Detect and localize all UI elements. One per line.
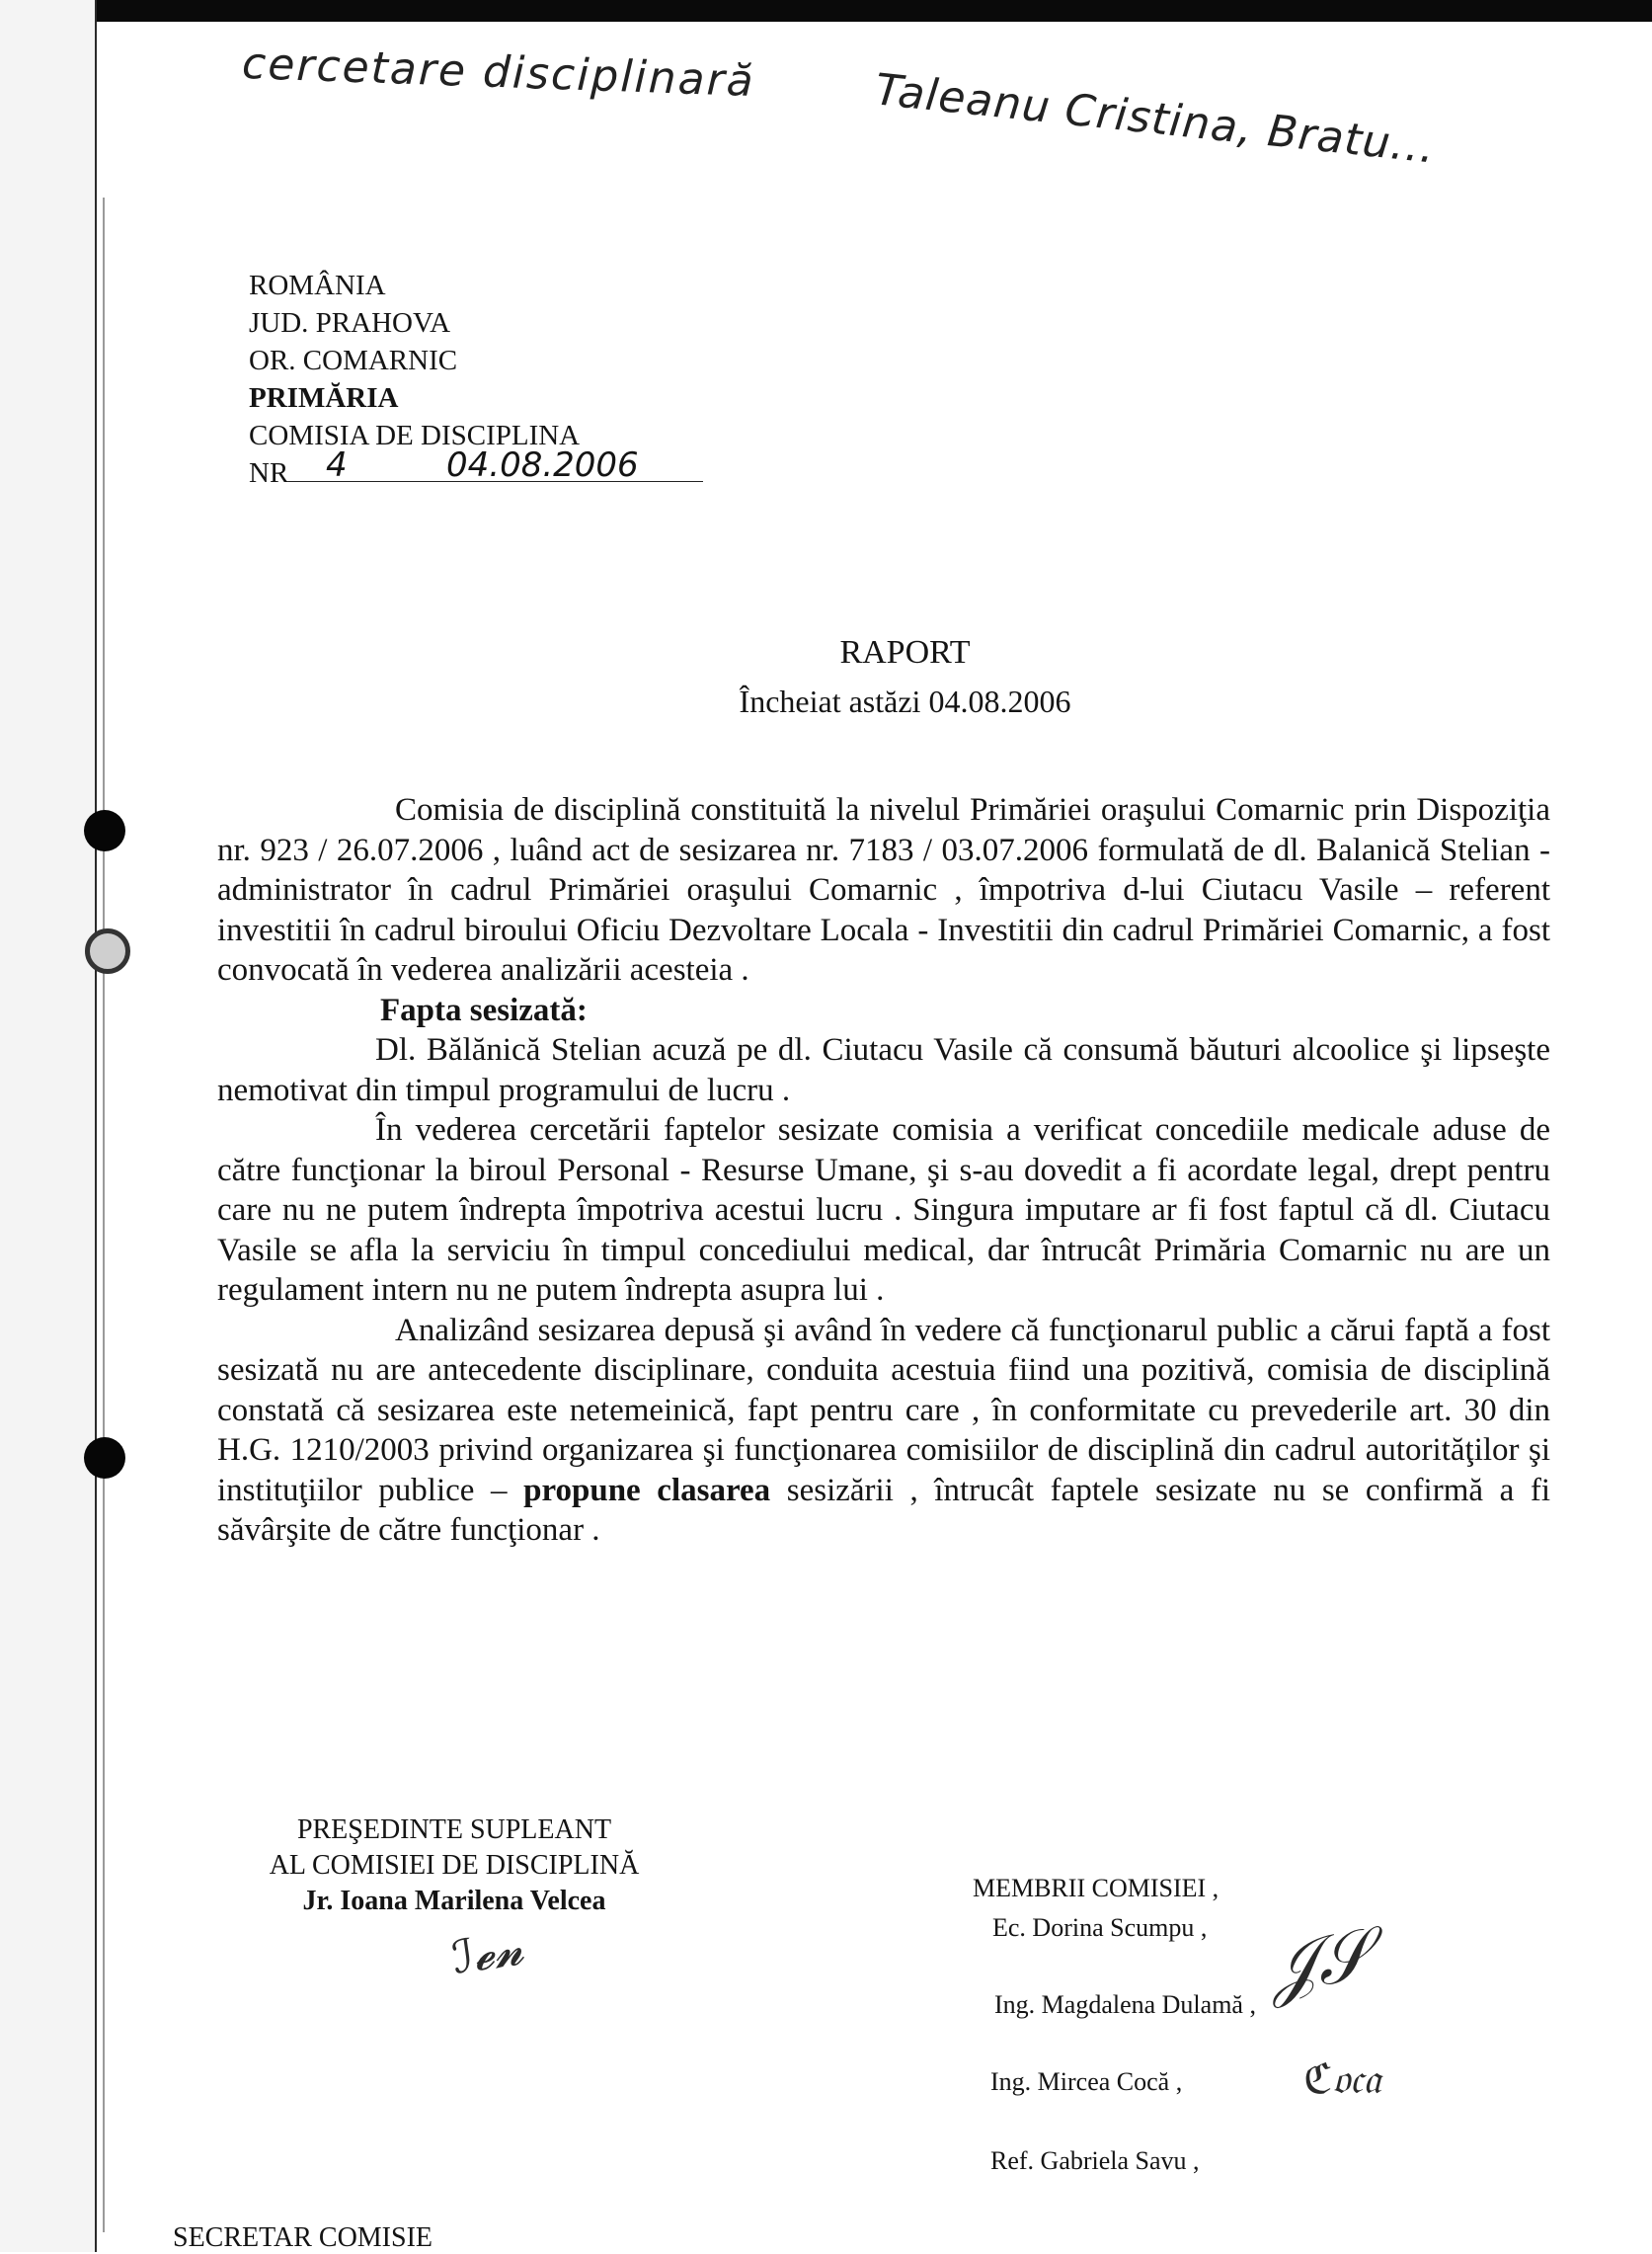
intro-paragraph: Comisia de disciplină constituită la nivelul Primăriei oraşului Comarnic prin Dispoziţia nr. 923 / 26.07.2006 , luând act de sesizarea nr. 7183 / 03.07.2006 formulată de dl. Balanică Stelian -administrator în cadrul Primăriei oraşului Comarnic , împotriva d-lui Ciutacu Vasile – referent investitii în cadrul biroului Oficiu Dezvoltare Locala - Investitii din cadrul Primăriei Comarnic, a fost convocată în vederea analizării acesteia .: [217, 792, 1550, 988]
fact-paragraph: Dl. Bălănică Stelian acuză pe dl. Ciutacu Vasile că consumă băuturi alcoolice şi lipseşte nemotivat din timpul programului de lucru .: [217, 1032, 1550, 1108]
nr-handwritten-date: 04.08.2006: [446, 445, 639, 485]
president-title-2: AL COMISIEI DE DISCIPLINĂ: [269, 1850, 640, 1881]
president-title-1: PREŞEDINTE SUPLEANT: [296, 1814, 612, 1845]
president-signature-icon: ℐ𝓮𝓷: [448, 1921, 527, 1984]
report-body: [217, 790, 1550, 1551]
binder-ring-icon: [85, 928, 130, 974]
member-3: Ing. Mircea Cocă ,: [990, 2067, 1183, 2096]
conclusion-paragraph: [217, 1311, 1550, 1551]
section-heading: Fapta sesizată:: [380, 992, 588, 1028]
county-line: JUD. PRAHOVA: [249, 307, 451, 339]
letterhead: [249, 267, 703, 492]
conclusion-text-1: Analizând sesizarea depusă şi având în vedere că funcţionarul public a cărui faptă a fost sesizată nu are antecedente disciplinare, conduita acestuia fiind una pozitivă, comisia de disciplină constată că sesizarea este netemeinică, fapt pentru care , în conformitate cu prevederile art. 30 din H.G. 1210/2003 privind organizarea şi funcţionarea comisiilor de disciplină din cadrul autorităţilor şi instituţiilor publice –: [217, 1312, 1550, 1508]
punch-hole-icon: [84, 1437, 125, 1479]
member-2: Ing. Magdalena Dulamă ,: [994, 1990, 1256, 2019]
document-subtitle: Încheiat astăzi 04.08.2006: [739, 684, 1071, 719]
president-name: Jr. Ioana Marilena Velcea: [302, 1886, 606, 1916]
investigation-paragraph: În vederea cercetării faptelor sesizate comisia a verificat concediile medicale aduse de către funcţionar la biroul Personal - Resurse Umane, şi s-au dovedit a fi acordate legal, drept pentru care nu ne putem îndrepta împotriva acestui lucru . Singura imputare ar fi fost faptul că dl. Ciutacu Vasile se afla la serviciu în timpul concediului medical, dar întrucât Primăria Comarnic nu are un regulament intern nu ne putem îndrepta asupra lui .: [217, 1112, 1550, 1308]
scan-top-edge: [0, 0, 1652, 22]
nr-handwritten-number: 4: [326, 445, 348, 485]
handwritten-note-top-right: Taleanu Cristina, Bratu...: [872, 64, 1438, 174]
institution-line: PRIMĂRIA: [249, 382, 399, 414]
nr-label: NR: [249, 457, 289, 489]
town-line: OR. COMARNIC: [249, 345, 458, 376]
country-line: ROMÂNIA: [249, 270, 386, 301]
conclusion-proposal: propune clasarea: [523, 1472, 771, 1508]
member-4: Ref. Gabriela Savu ,: [990, 2146, 1200, 2175]
scan-left-margin: [0, 0, 97, 2252]
member-1: Ec. Dorina Scumpu ,: [992, 1913, 1208, 1942]
secretary-label: SECRETAR COMISIE: [173, 2222, 433, 2253]
members-title: MEMBRII COMISIEI ,: [973, 1874, 1219, 1902]
president-signature-block: [237, 1812, 671, 1919]
handwritten-note-top-left: cercetare disciplinară: [241, 38, 756, 108]
department-line: COMISIA DE DISCIPLINA: [249, 420, 581, 451]
member-signature-icon: ℭ𝔬𝔠𝔞: [1303, 2054, 1381, 2103]
registration-number-line: [249, 445, 703, 492]
member-signature-icon: 𝒥𝒮: [1262, 1912, 1377, 2011]
paper-fold-line: [103, 198, 105, 2232]
conclusion-text-2: sesizării , întrucât faptele sesizate nu se confirmă a fi săvârşite de către funcţionar .: [217, 1472, 1551, 1548]
document-title: RAPORT: [839, 634, 971, 671]
punch-hole-icon: [84, 810, 125, 851]
